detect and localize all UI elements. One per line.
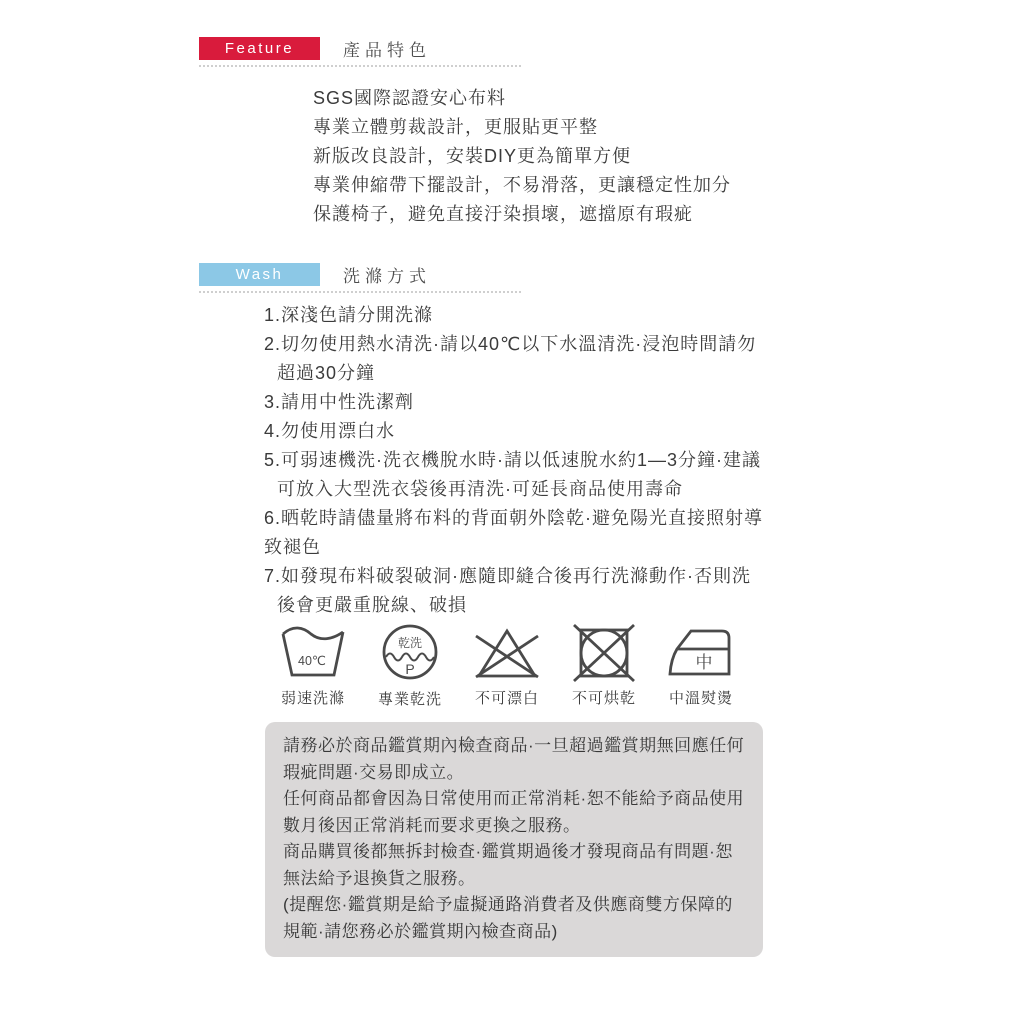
svg-text:P: P [405,661,415,677]
care-symbol-dry-clean [365,624,455,709]
svg-text:40℃: 40℃ [298,654,326,668]
care-symbol-label: 專業乾洗 [377,691,442,708]
feature-section-header [199,36,521,67]
iron-medium-icon [667,624,735,682]
feature-item: 保護椅子，避免直接汙染損壞，遮擋原有瑕疵 [313,204,693,224]
wash-instruction-list [264,301,769,620]
wash-item: 5.可弱速機洗·洗衣機脫水時·請以低速脫水約1—3分鐘·建議可放入大型洗衣袋後再清洗·可延長商品使用壽命 [264,450,762,499]
care-symbol-iron-medium [656,624,746,709]
feature-item: 專業立體剪裁設計，更服貼更平整 [313,117,598,137]
notice-paragraph: (提醒您·鑑賞期是給予虛擬通路消費者及供應商雙方保障的規範·請您務必於鑑賞期內檢查商品) [283,895,733,941]
care-symbols-row [268,624,746,709]
wash-badge: Wash [199,263,320,286]
wash-item: 1.深淺色請分開洗滌 [264,305,434,325]
feature-badge: Feature [199,37,320,60]
care-symbol-label: 不可烘乾 [571,690,636,707]
feature-item: 新版改良設計，安裝DIY更為簡單方便 [313,146,632,166]
care-symbol-label: 中溫熨燙 [668,690,733,707]
no-tumble-dry-icon [570,624,638,682]
feature-section-title: 產品特色 [343,41,431,60]
care-symbol-label: 弱速洗滌 [280,690,345,707]
notice-paragraph: 請務必於商品鑑賞期內檢查商品·一旦超過鑑賞期無回應任何瑕疵問題·交易即成立。 [283,736,745,782]
care-symbol-no-tumble-dry [559,624,649,709]
wash-item: 6.晒乾時請儘量將布料的背面朝外陰乾·避免陽光直接照射導致褪色 [264,508,764,557]
dry-clean-p-icon [376,621,444,683]
care-symbol-no-bleach [462,624,552,709]
no-bleach-icon [473,624,541,682]
care-symbol-label: 不可漂白 [474,690,539,707]
care-symbol-gentle-wash [268,624,358,709]
feature-item: SGS國際認證安心布料 [313,88,507,108]
feature-list [313,84,731,229]
wash-item: 3.請用中性洗潔劑 [264,392,415,412]
wash-tub-40c-icon [279,624,347,682]
purchase-notice-box [265,722,763,957]
wash-item: 7.如發現布料破裂破洞·應隨即縫合後再行洗滌動作·否則洗後會更嚴重脫線、破損 [264,566,751,615]
wash-item: 4.勿使用漂白水 [264,421,396,441]
notice-paragraph: 商品購買後都無拆封檢查·鑑賞期過後才發現商品有問題·恕無法給予退換貨之服務。 [283,842,733,888]
wash-item: 2.切勿使用熱水清洗·請以40℃以下水溫清洗·浸泡時間請勿超過30分鐘 [264,334,757,383]
feature-item: 專業伸縮帶下擺設計，不易滑落，更讓穩定性加分 [313,175,731,195]
svg-text:中: 中 [695,653,713,672]
wash-section-header [199,262,521,293]
svg-text:乾洗: 乾洗 [397,636,423,650]
wash-section-title: 洗滌方式 [343,267,431,286]
notice-paragraph: 任何商品都會因為日常使用而正常消耗·恕不能給予商品使用數月後因正常消耗而要求更換之服務。 [283,789,745,835]
